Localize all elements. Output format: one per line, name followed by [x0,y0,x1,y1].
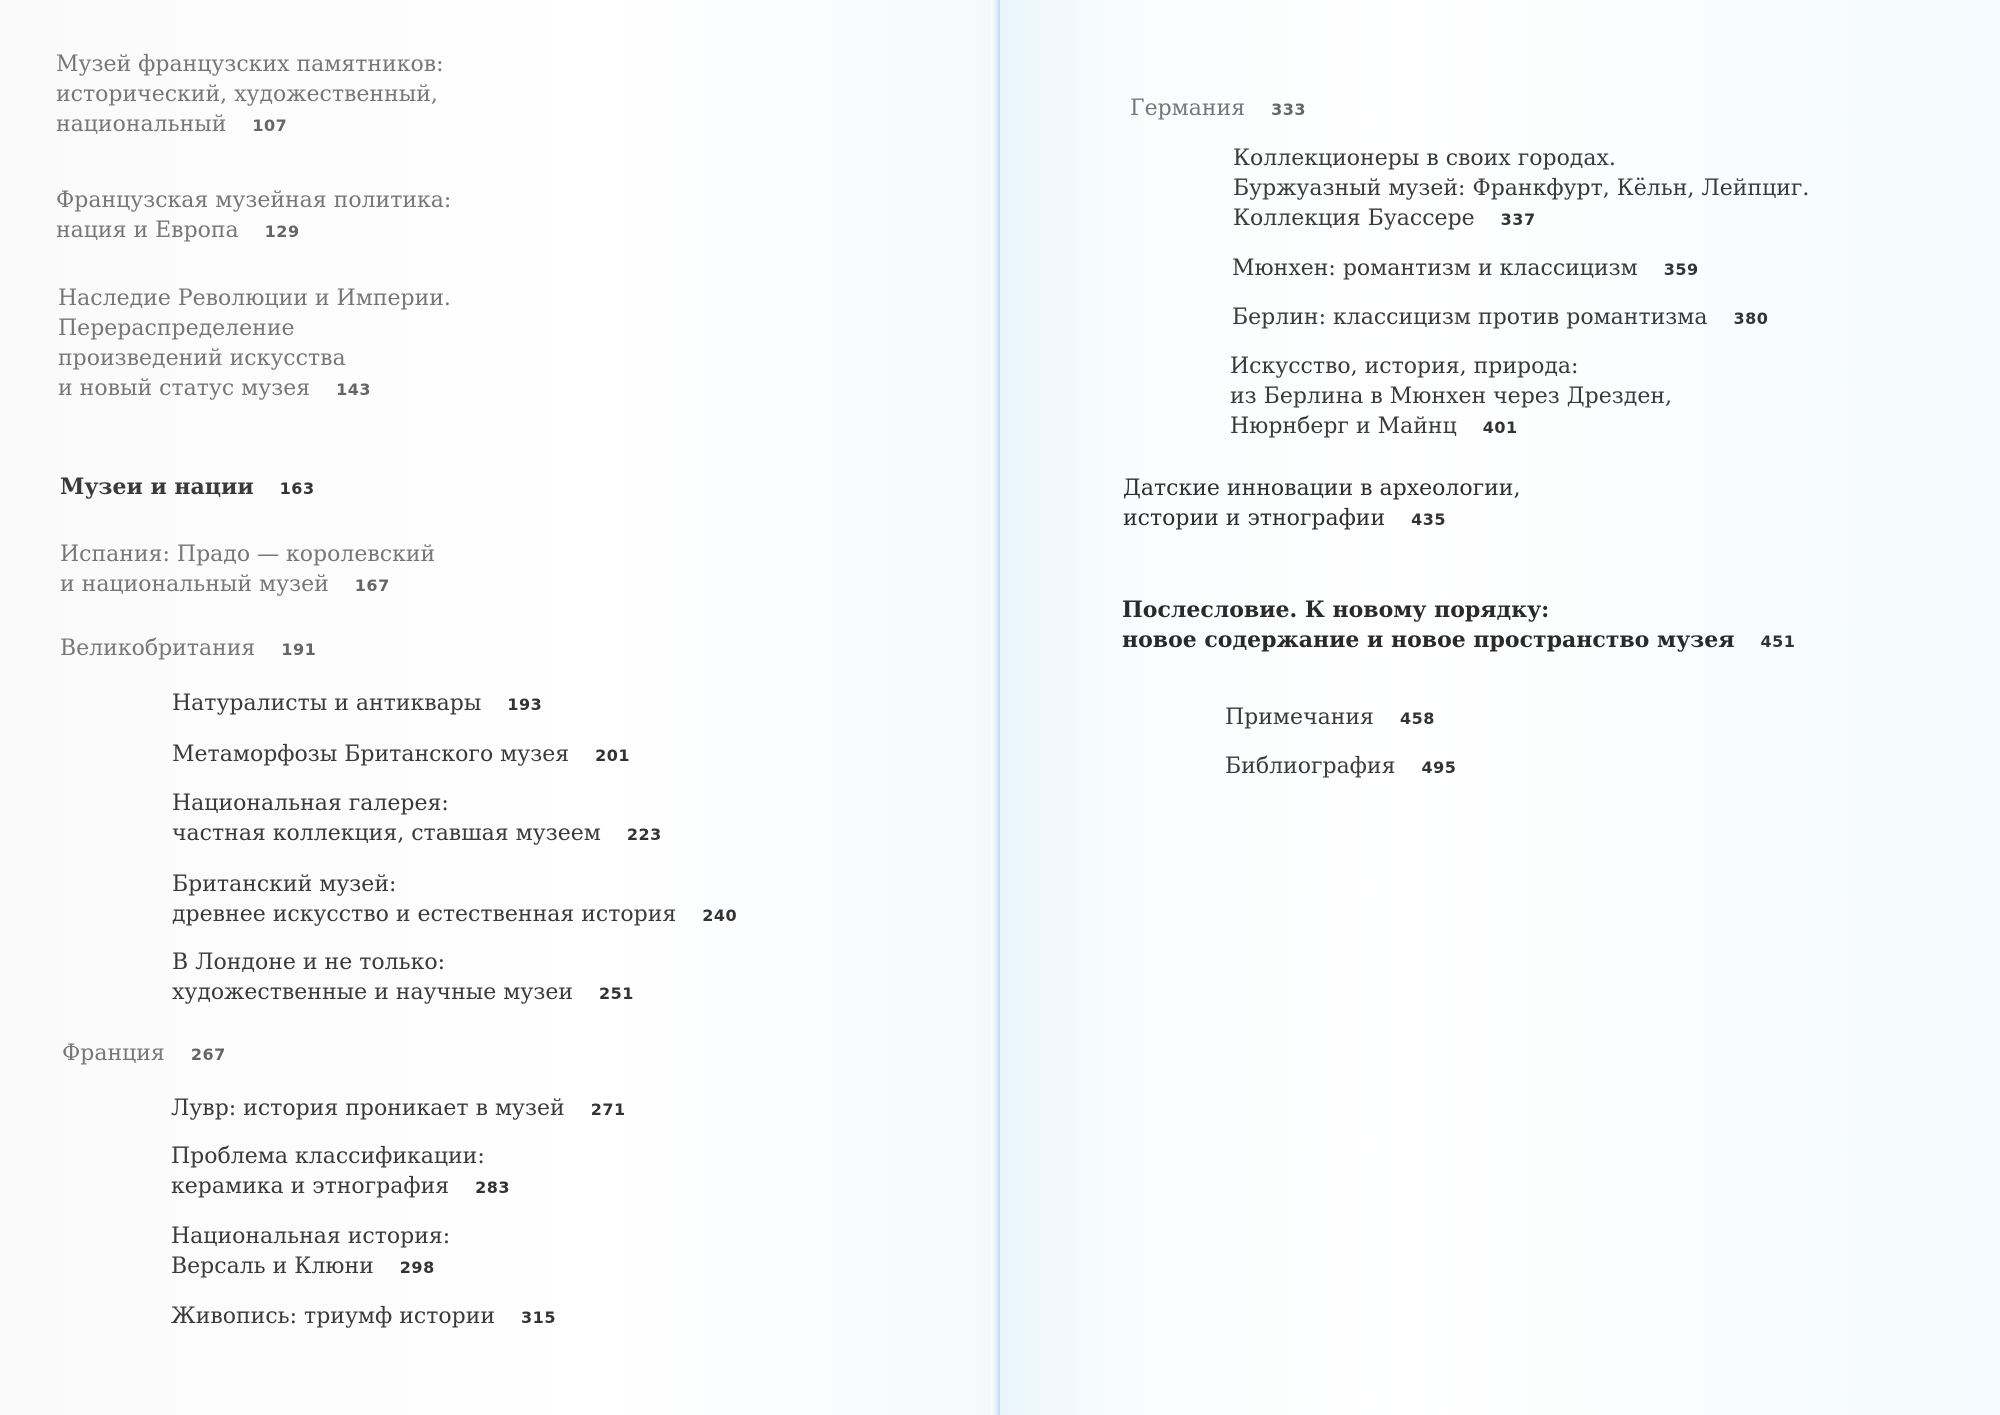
toc-subentry [172,948,634,1009]
entry-title-line: Франция [62,1041,165,1066]
page-number: 359 [1663,260,1699,279]
page-number: 495 [1421,758,1457,777]
entry-title-line: Метаморфозы Британского музея [172,742,570,767]
entry-title-line: произведений искусства [58,346,346,371]
entry-title-line: Лувр: история проникает в музей [171,1096,565,1121]
toc-entry [62,1039,226,1070]
toc-section-heading [60,472,315,504]
toc-subentry [171,1222,450,1283]
entry-title-line: Натуралисты и антиквары [172,691,482,716]
entry-title-line: нация и Европа [56,218,239,243]
page-number: 223 [626,825,662,844]
toc-subentry [1230,352,1672,443]
section-title: новое содержание и новое пространство музея [1122,627,1735,653]
entry-title-line: Датские инновации в археологии, [1123,476,1521,501]
page-number: 143 [336,380,372,399]
entry-title-line: Нюрнберг и Майнц [1230,414,1457,439]
entry-title-line: Буржуазный музей: Франкфурт, Кёльн, Лейпциг. [1233,176,1810,201]
entry-title-line: из Берлина в Мюнхен через Дрезден, [1230,384,1673,409]
toc-subentry [171,1142,510,1203]
entry-title-line: В Лондоне и не только: [172,950,446,975]
entry-title-line: Великобритания [60,636,256,661]
toc-entry [60,634,316,665]
page-number: 107 [252,116,288,135]
entry-title-line: Национальная история: [171,1224,451,1249]
section-title: Музеи и нации [60,474,254,500]
page-number: 435 [1411,510,1447,529]
toc-subentry [171,1094,626,1125]
entry-title-line: Живопись: триумф истории [171,1304,496,1329]
section-title: Послесловие. К новому порядку: [1122,597,1550,623]
toc-entry [58,284,451,405]
page-number: 129 [264,222,300,241]
toc-subentry [1232,303,1768,334]
entry-title-line: Примечания [1225,705,1374,730]
toc-entry [1123,474,1520,535]
entry-title-line: Наследие Революции и Империи. [58,286,451,311]
page-number: 251 [599,984,634,1003]
toc-backmatter-entry [1225,752,1456,783]
entry-title-line: Испания: Прадо — королевский [60,542,436,567]
page-number: 267 [190,1045,226,1064]
entry-title-line: Перераспределение [58,316,295,341]
entry-title-line: и новый статус музея [58,376,311,401]
entry-title-line: Мюнхен: романтизм и классицизм [1232,256,1638,281]
entry-title-line: и национальный музей [60,572,329,597]
toc-entry [1130,94,1306,125]
page-number: 191 [281,640,317,659]
entry-title-line: керамика и этнография [171,1174,450,1199]
page-number: 283 [475,1178,511,1197]
toc-section-heading [1122,595,1795,657]
entry-title-line: исторический, художественный, [56,82,438,107]
toc-backmatter-entry [1225,703,1435,734]
entry-title-line: Национальная галерея: [172,791,449,816]
page-number: 193 [507,695,543,714]
toc-subentry [172,689,542,720]
toc-subentry [1233,144,1809,235]
toc-entry [60,540,435,601]
entry-title-line: истории и этнографии [1123,506,1386,531]
page-number: 167 [354,576,390,595]
entry-title-line: Коллекция Буассере [1233,206,1475,231]
entry-title-line: художественные и научные музеи [172,980,573,1005]
entry-title-line: Библиография [1225,754,1396,779]
entry-title-line: Берлин: классицизм против романтизма [1232,305,1708,330]
page-number: 163 [279,479,315,498]
page-number: 458 [1399,709,1435,728]
toc-entry [56,50,444,141]
entry-title-line: Версаль и Клюни [171,1254,374,1279]
entry-title-line: национальный [56,112,227,137]
page-number: 201 [595,746,631,765]
entry-title-line: Музей французских памятников: [56,52,444,77]
page-number: 333 [1271,100,1307,119]
toc-subentry [172,870,737,931]
toc-entry [56,186,451,247]
entry-title-line: частная коллекция, ставшая музеем [172,821,601,846]
entry-title-line: Искусство, история, природа: [1230,354,1579,379]
page-number: 315 [521,1308,556,1327]
entry-title-line: Британский музей: [172,872,397,897]
entry-title-line: Германия [1130,96,1246,121]
page-number: 337 [1500,210,1536,229]
entry-title-line: древнее искусство и естественная история [172,902,677,927]
page-number: 298 [399,1258,435,1277]
page-number: 451 [1760,632,1796,651]
toc-subentry [1232,254,1699,285]
entry-title-line: Проблема классификации: [171,1144,485,1169]
entry-title-line: Французская музейная политика: [56,188,452,213]
toc-subentry [172,740,630,771]
page-number: 401 [1482,418,1518,437]
page-number: 240 [702,906,738,925]
page-number: 380 [1733,309,1769,328]
toc-subentry [171,1302,556,1333]
right-page [1000,0,2000,1415]
entry-title-line: Коллекционеры в своих городах. [1233,146,1616,171]
page-number: 271 [590,1100,626,1119]
toc-subentry [172,789,662,850]
